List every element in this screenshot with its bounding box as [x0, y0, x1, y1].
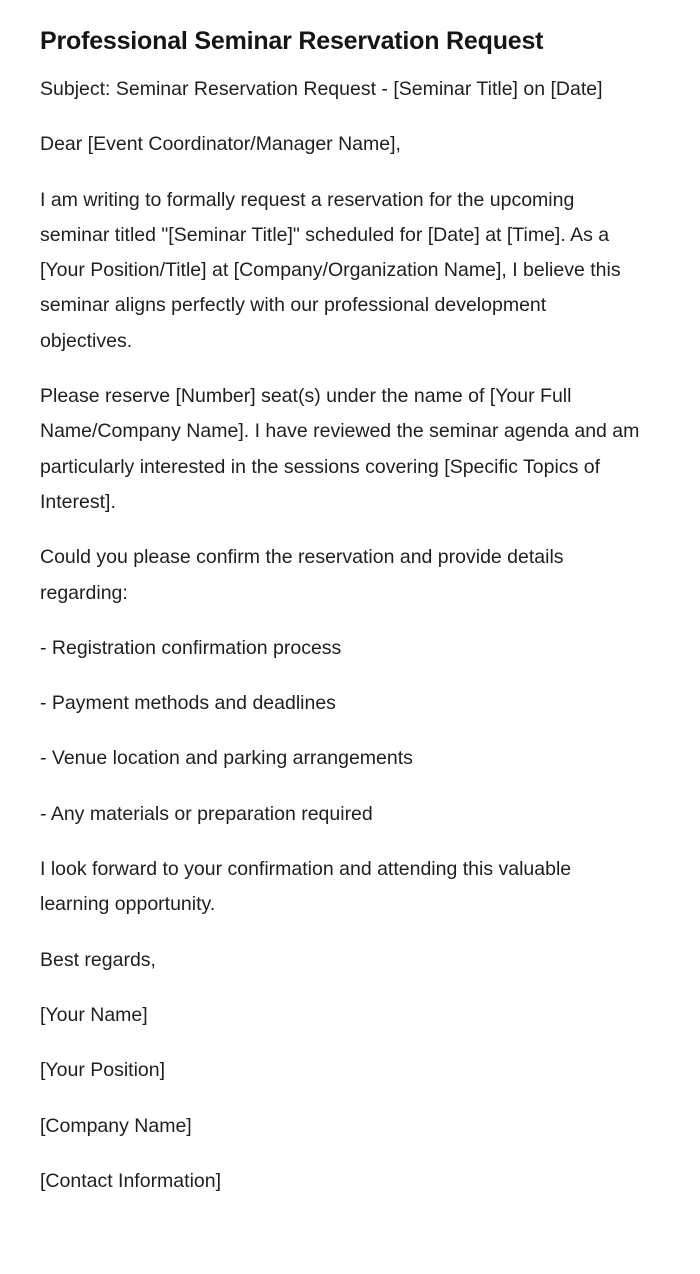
subject-line: Subject: Seminar Reservation Request - [Seminar Title] on [Date]: [40, 78, 603, 100]
signature-name: [Your Name]: [40, 1003, 148, 1026]
signature-company: [Company Name]: [40, 1114, 192, 1137]
body-paragraph-reservation: Please reserve [Number] seat(s) under the name of [Your Full Name/Company Name]. I have reviewed the seminar agenda and am particularly interested in the sessions covering [Specific Topics of Interest].: [40, 385, 640, 513]
document-title: Professional Seminar Reservation Request: [40, 27, 544, 55]
signature-position: [Your Position]: [40, 1059, 166, 1082]
body-paragraph-intro: I am writing to formally request a reservation for the upcoming seminar titled "[Seminar Title]" scheduled for [Date] at [Time]. As a [Your Position/Title] at [Company/Organization Name], I believe this seminar aligns perfectly with our professional development objectives.: [40, 188, 621, 352]
list-item: - Any materials or preparation required: [40, 802, 373, 825]
signature-contact: [Contact Information]: [40, 1169, 222, 1192]
salutation: Dear [Event Coordinator/Manager Name],: [40, 133, 401, 156]
sign-off: Best regards,: [40, 948, 156, 971]
body-paragraph-request: Could you please confirm the reservation and provide details regarding:: [40, 546, 564, 604]
list-item: - Payment methods and deadlines: [40, 692, 336, 715]
list-item: - Registration confirmation process: [40, 636, 342, 659]
body-paragraph-closing: I look forward to your confirmation and attending this valuable learning opportunity.: [40, 858, 572, 916]
list-item: - Venue location and parking arrangements: [40, 747, 413, 770]
